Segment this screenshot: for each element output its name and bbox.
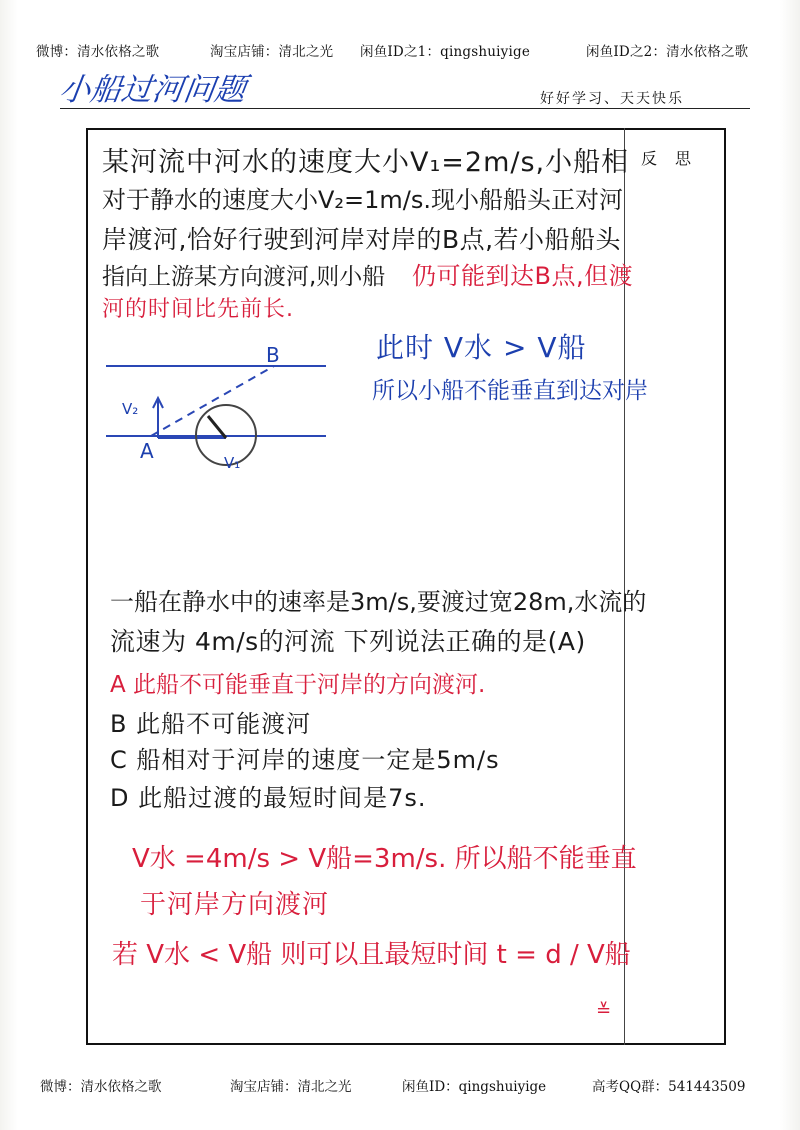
problem2-line2: 流速为 4m/s的河流 下列说法正确的是(A) [110,627,586,656]
footer-taobao: 淘宝店铺：清北之光 [230,1079,352,1095]
problem2-option-b: B 此船不可能渡河 [110,710,312,738]
footer-xianyu: 闲鱼ID：qingshuiyige [402,1079,547,1095]
reflect-label: 反思 [641,149,710,168]
problem2-note1: V水 =4m/s > V船=3m/s. 所以船不能垂直 [132,844,637,874]
river-crossing-diagram [96,330,336,480]
problem2-option-a: A 此船不可能垂直于河岸的方向渡河. [110,672,486,698]
problem2-note3: 若 V水 < V船 则可以且最短时间 t = d / V船 [112,940,631,970]
problem2-option-d: D 此船过渡的最短时间是7s. [110,784,427,812]
problem2-note2: 于河岸方向渡河 [140,890,330,920]
angle-marker [208,416,226,438]
header-taobao: 淘宝店铺：清北之光 [210,44,334,60]
label-v1: V₁ [224,454,241,472]
problem1-line4-answer: 仍可能到达B点,但渡 [412,262,634,290]
problem1-note2: 所以小船不能垂直到达对岸 [372,378,648,404]
label-a: A [140,439,154,463]
path-a-to-b [151,366,274,436]
header-xianyu-1: 闲鱼ID之1：qingshuiyige [360,44,531,60]
problem1-note1: 此时 V水 > V船 [376,331,587,364]
problem1-line4: 指向上游某方向渡河,则小船 [102,264,386,290]
page-title: 小船过河问题 [56,72,249,108]
problem2-line1: 一船在静水中的速率是3m/s,要渡过宽28m,水流的 [110,588,647,616]
label-v2: V₂ [122,400,139,418]
problem1-line1: 某河流中河水的速度大小V₁=2m/s,小船相 [102,147,630,178]
problem1-line2: 对于静水的速度大小V₂=1m/s.现小船船头正对河 [102,186,624,214]
footer-weibo: 微博：清水依格之歌 [40,1079,162,1095]
header-weibo: 微博：清水依格之歌 [36,44,160,60]
footer-qq: 高考QQ群：541443509 [592,1079,746,1095]
margin-mark: ≚ [596,1000,612,1021]
title-underline [60,108,750,109]
header-xianyu-2: 闲鱼ID之2：清水依格之歌 [586,44,749,60]
motto: 好好学习、天天快乐 [540,91,684,107]
label-b: B [266,343,280,367]
problem1-line3: 岸渡河,恰好行驶到河岸对岸的B点,若小船船头 [102,225,622,254]
problem2-option-c: C 船相对于河岸的速度一定是5m/s [110,746,500,774]
problem1-line5-answer: 河的时间比先前长. [102,297,294,322]
